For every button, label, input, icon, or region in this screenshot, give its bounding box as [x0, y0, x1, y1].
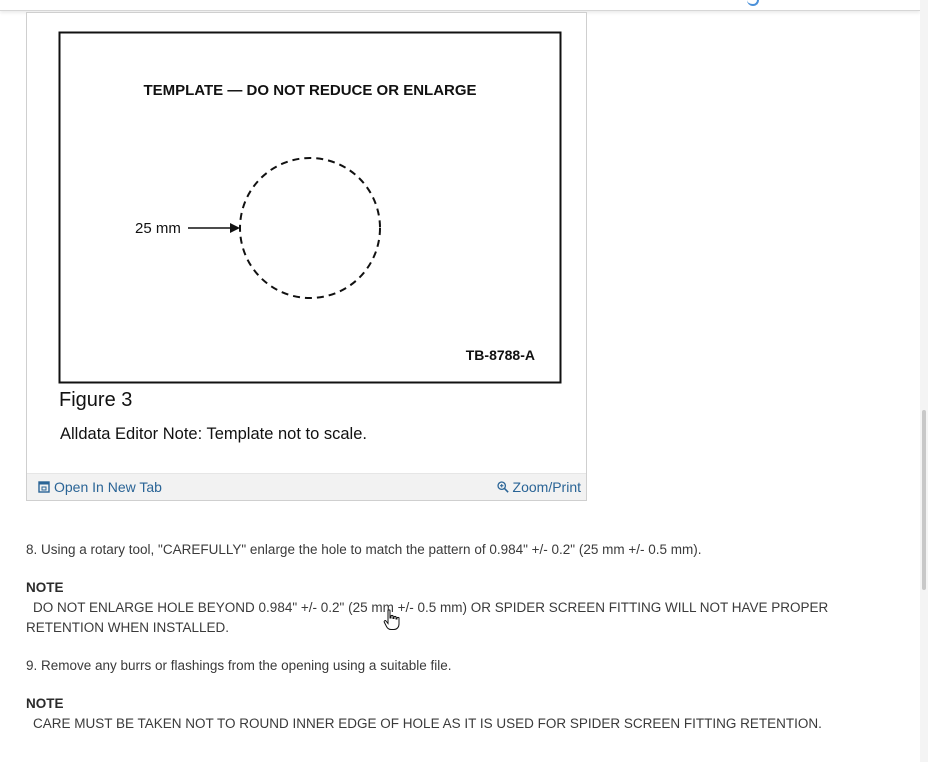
- zoom-print-label: Zoom/Print: [512, 479, 581, 495]
- top-toolbar-strip: [0, 0, 920, 11]
- step-9-text: 9. Remove any burrs or flashings from the opening using a suitable file.: [26, 658, 452, 673]
- note-heading: NOTE: [26, 696, 64, 711]
- figure-card-footer: [27, 473, 586, 500]
- hand-pointer-cursor-icon: [383, 609, 401, 631]
- figure-card: [26, 12, 587, 501]
- note-body: DO NOT ENLARGE HOLE BEYOND 0.984" +/- 0.2" (25 mm +/- 0.5 mm) OR SPIDER SCREEN FITTING WILL NOT HAVE PROPER RETENTION WHEN INSTALLED.: [26, 600, 829, 635]
- figure-code: TB-8788-A: [465, 347, 535, 363]
- note-heading: NOTE: [26, 580, 64, 595]
- open-in-new-tab-link[interactable]: [38, 479, 162, 495]
- note-body: CARE MUST BE TAKEN NOT TO ROUND INNER EDGE OF HOLE AS IT IS USED FOR SPIDER SCREEN FITTING RETENTION.: [33, 716, 822, 731]
- figure-caption: Figure 3: [59, 389, 133, 411]
- zoom-print-link[interactable]: [497, 479, 581, 495]
- open-in-new-tab-icon: [38, 481, 50, 493]
- toolbar-partial-icon[interactable]: [747, 0, 759, 6]
- step-8-text: 8. Using a rotary tool, "CAREFULLY" enlarge the hole to match the pattern of 0.984" +/- 0.2" (25 mm +/- 0.5 mm).: [26, 542, 702, 557]
- template-heading: TEMPLATE — DO NOT REDUCE OR ENLARGE: [143, 82, 477, 99]
- open-in-new-tab-label: Open In New Tab: [54, 479, 162, 495]
- editor-note: Alldata Editor Note: Template not to scale.: [60, 425, 367, 443]
- procedure-content: [26, 540, 906, 752]
- zoom-in-icon: [497, 481, 509, 493]
- vertical-scrollbar[interactable]: [920, 0, 928, 762]
- dimension-label: 25 mm: [135, 220, 181, 237]
- scrollbar-thumb[interactable]: [922, 410, 926, 590]
